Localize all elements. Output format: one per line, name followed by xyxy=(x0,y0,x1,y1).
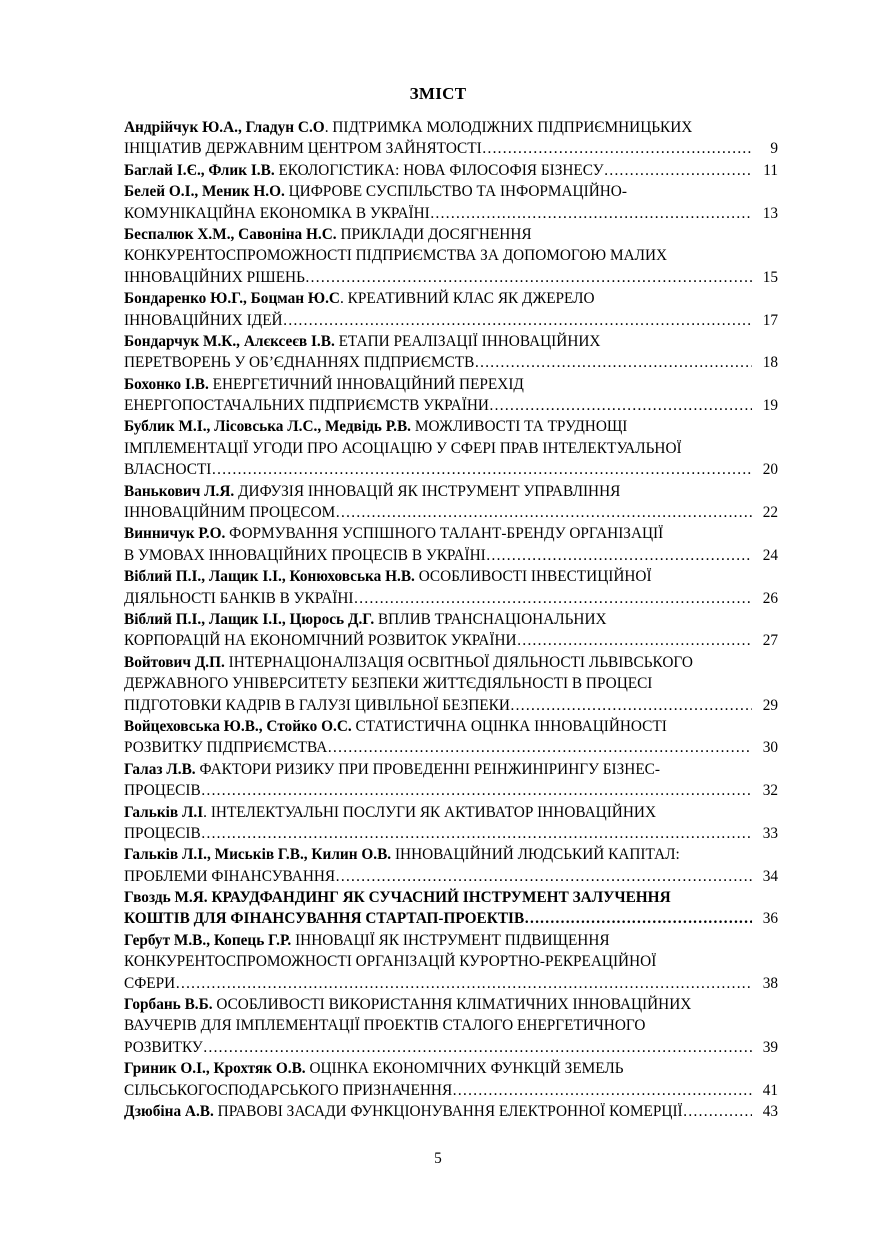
toc-title: . ПІДТРИМКА МОЛОДІЖНИХ ПІДПРИЄМНИЦЬКИХ xyxy=(324,119,693,136)
toc-line xyxy=(124,395,778,416)
toc-page-number: 24 xyxy=(762,546,778,564)
toc-authors: Бондарчук М.К., Алєксеєв І.В. xyxy=(124,332,335,350)
toc-page-number: 9 xyxy=(770,140,778,158)
toc-authors: Горбань В.Б. xyxy=(124,996,213,1014)
toc-line xyxy=(124,331,778,352)
toc-line xyxy=(124,310,778,331)
toc-line xyxy=(124,117,778,138)
toc-page-number: 43 xyxy=(762,1102,778,1120)
toc-authors: Бондаренко Ю.Г., Боцман Ю.С xyxy=(124,290,340,308)
toc-title: ОСОБЛИВОСТІ ВИКОРИСТАННЯ КЛІМАТИЧНИХ ІННОВАЦІЙНИХ xyxy=(212,996,692,1014)
toc-page-number: 18 xyxy=(762,354,778,372)
toc-line xyxy=(124,502,778,523)
toc-line xyxy=(124,630,778,651)
toc-authors: Гриник О.І., Крохтяк О.В. xyxy=(124,1060,306,1078)
toc-page-number: 26 xyxy=(762,589,778,607)
toc-entry[interactable] xyxy=(124,844,778,887)
toc-entry[interactable] xyxy=(124,930,778,994)
toc-line xyxy=(124,181,778,202)
toc-title: СТАТИСТИЧНА ОЦІНКА ІННОВАЦІЙНОСТІ xyxy=(351,717,667,735)
toc-page-number: 38 xyxy=(762,974,778,992)
toc-page-number: 27 xyxy=(762,632,778,650)
toc-line xyxy=(124,416,778,437)
toc-line xyxy=(124,160,778,181)
toc-line xyxy=(124,844,778,865)
toc-authors: Гербут М.В., Копець Г.Р. xyxy=(124,931,292,949)
toc-line xyxy=(124,288,778,309)
toc-line xyxy=(124,994,778,1015)
toc-entry[interactable] xyxy=(124,331,778,374)
toc-title: ІНТЕРНАЦІОНАЛІЗАЦІЯ ОСВІТНЬОЇ ДІЯЛЬНОСТІ ЛЬВІВСЬКОГО xyxy=(224,653,693,671)
toc-entry[interactable] xyxy=(124,1058,778,1101)
toc-title: ЕКОЛОГІСТИКА: НОВА ФІЛОСОФІЯ БІЗНЕСУ xyxy=(274,161,604,179)
toc-page-number: 39 xyxy=(762,1038,778,1056)
toc-title: ІНІЦІАТИВ ДЕРЖАВНИМ ЦЕНТРОМ ЗАЙНЯТОСТІ xyxy=(124,140,482,158)
toc-entry[interactable] xyxy=(124,1101,778,1122)
toc-page-number: 29 xyxy=(762,696,778,714)
toc-entry[interactable] xyxy=(124,181,778,224)
toc-page-number: 13 xyxy=(762,204,778,222)
toc-line xyxy=(124,545,778,566)
toc-title: КОНКУРЕНТОСПРОМОЖНОСТІ ОРГАНІЗАЦІЙ КУРОРТНО-РЕКРЕАЦІЙНОЇ xyxy=(124,953,657,971)
toc-line xyxy=(124,673,778,694)
toc-title: ОСОБЛИВОСТІ ІНВЕСТИЦІЙНОЇ xyxy=(414,568,652,586)
toc-title: ІННОВАЦІЙНИЙ ЛЮДСЬКИЙ КАПІТАЛ: xyxy=(391,846,680,864)
toc-authors: Гвоздь М.Я. xyxy=(124,889,208,907)
toc-title: ЕНЕРГОПОСТАЧАЛЬНИХ ПІДПРИЄМСТВ УКРАЇНИ xyxy=(124,397,489,415)
toc-entry[interactable] xyxy=(124,802,778,845)
toc-line xyxy=(124,759,778,780)
toc-title: СІЛЬСЬКОГОСПОДАРСЬКОГО ПРИЗНАЧЕННЯ xyxy=(124,1081,453,1099)
toc-authors: Галаз Л.В. xyxy=(124,760,196,778)
toc-line xyxy=(124,716,778,737)
toc-authors: Андрійчук Ю.А., Гладун С.О xyxy=(124,119,325,136)
toc-title: ІННОВАЦІЇ ЯК ІНСТРУМЕНТ ПІДВИЩЕННЯ xyxy=(291,931,610,949)
toc-line xyxy=(124,459,778,480)
toc-authors: Гальків Л.І xyxy=(124,803,204,821)
toc-title: ВАУЧЕРІВ ДЛЯ ІМПЛЕМЕНТАЦІЇ ПРОЕКТІВ СТАЛОГО ЕНЕРГЕТИЧНОГО xyxy=(124,1017,646,1035)
toc-page-number: 30 xyxy=(762,739,778,757)
toc-entry[interactable] xyxy=(124,160,778,181)
toc-title: ДІЯЛЬНОСТІ БАНКІВ В УКРАЇНІ xyxy=(124,589,354,607)
toc-title: ІННОВАЦІЙНИХ РІШЕНЬ xyxy=(124,268,305,286)
toc-title: ПРИКЛАДИ ДОСЯГНЕННЯ xyxy=(336,225,532,243)
toc-authors: Винничук Р.О. xyxy=(124,525,226,543)
toc-title: ОЦІНКА ЕКОНОМІЧНИХ ФУНКЦІЙ ЗЕМЕЛЬ xyxy=(305,1060,624,1078)
toc-entry[interactable] xyxy=(124,523,778,566)
toc-title: ЕТАПИ РЕАЛІЗАЦІЇ ІННОВАЦІЙНИХ xyxy=(334,332,601,350)
toc-line xyxy=(124,566,778,587)
toc-line xyxy=(124,523,778,544)
toc-authors: Бублик М.І., Лісовська Л.С., Медвідь Р.В. xyxy=(124,418,412,436)
toc-line xyxy=(124,203,778,224)
toc-line xyxy=(124,823,778,844)
toc-title: ЕНЕРГЕТИЧНИЙ ІННОВАЦІЙНИЙ ПЕРЕХІД xyxy=(208,375,524,393)
toc-line xyxy=(124,438,778,459)
toc-line xyxy=(124,737,778,758)
toc-line xyxy=(124,588,778,609)
toc-authors: Бохонко І.В. xyxy=(124,375,209,393)
toc-entry[interactable] xyxy=(124,374,778,417)
toc-line xyxy=(124,245,778,266)
toc-entry[interactable] xyxy=(124,652,778,716)
toc-title: РОЗВИТКУ ПІДПРИЄМСТВА xyxy=(124,739,328,757)
toc-entry[interactable] xyxy=(124,716,778,759)
toc-authors: Гальків Л.І., Миськів Г.В., Килин О.В. xyxy=(124,846,392,864)
toc-entry[interactable] xyxy=(124,566,778,609)
toc-page-number: 15 xyxy=(762,268,778,286)
toc-title: СФЕРИ xyxy=(124,974,176,992)
toc-entry[interactable] xyxy=(124,288,778,331)
toc-title: ДЕРЖАВНОГО УНІВЕРСИТЕТУ БЕЗПЕКИ ЖИТТЄДІЯЛЬНОСТІ В ПРОЦЕСІ xyxy=(124,675,653,693)
toc-entry[interactable] xyxy=(124,994,778,1058)
toc-title: ВЛАСНОСТІ xyxy=(124,461,212,479)
toc-title: КРАУДФАНДИНГ ЯК СУЧАСНИЙ ІНСТРУМЕНТ ЗАЛУЧЕННЯ xyxy=(207,889,671,907)
toc-authors: Беспалюк Х.М., Савоніна Н.С. xyxy=(124,225,337,243)
toc-line xyxy=(124,1037,778,1058)
toc-line xyxy=(124,138,778,159)
toc-authors: Ванькович Л.Я. xyxy=(124,482,235,500)
toc-line xyxy=(124,1015,778,1036)
toc-line xyxy=(124,374,778,395)
toc-title: РОЗВИТКУ xyxy=(124,1038,203,1056)
toc-line xyxy=(124,802,778,823)
toc-title: ПРОБЛЕМИ ФІНАНСУВАННЯ xyxy=(124,867,336,885)
toc-page-number: 22 xyxy=(762,504,778,522)
toc-line xyxy=(124,1058,778,1079)
toc-title: ІННОВАЦІЙНИХ ІДЕЙ xyxy=(124,311,283,329)
page-number: 5 xyxy=(434,1150,442,1167)
toc-page-number: 32 xyxy=(762,782,778,800)
toc-title: ПЕРЕТВОРЕНЬ У ОБ’ЄДНАННЯХ ПІДПРИЄМСТВ xyxy=(124,354,475,372)
toc-title: ДИФУЗІЯ ІННОВАЦІЙ ЯК ІНСТРУМЕНТ УПРАВЛІННЯ xyxy=(234,482,621,500)
toc-line xyxy=(124,866,778,887)
toc-page-number: 36 xyxy=(762,910,778,928)
toc-title: МОЖЛИВОСТІ ТА ТРУДНОЩІ xyxy=(411,418,628,436)
toc-title: ЦИФРОВЕ СУСПІЛЬСТВО ТА ІНФОРМАЦІЙНО- xyxy=(284,183,627,201)
toc-page-number: 41 xyxy=(762,1081,778,1099)
toc-page-number: 20 xyxy=(762,461,778,479)
toc-title: ПРАВОВІ ЗАСАДИ ФУНКЦІОНУВАННЯ ЕЛЕКТРОННОЇ КОМЕРЦІЇ xyxy=(213,1102,683,1120)
toc-title: КОРПОРАЦІЙ НА ЕКОНОМІЧНИЙ РОЗВИТОК УКРАЇНИ xyxy=(124,632,517,650)
toc-page-number: 33 xyxy=(762,824,778,842)
toc-line xyxy=(124,352,778,373)
toc-line xyxy=(124,951,778,972)
toc-title: ПРОЦЕСІВ xyxy=(124,824,201,842)
toc-authors: Войтович Д.П. xyxy=(124,653,225,671)
toc-title: КОМУНІКАЦІЙНА ЕКОНОМІКА В УКРАЇНІ xyxy=(124,204,430,222)
toc-line xyxy=(124,609,778,630)
toc-authors: Дзюбіна А.В. xyxy=(124,1102,214,1120)
toc-entry[interactable] xyxy=(124,416,778,480)
toc-title: . КРЕАТИВНИЙ КЛАС ЯК ДЖЕРЕЛО xyxy=(339,290,595,308)
toc-line xyxy=(124,973,778,994)
toc-title: ПРОЦЕСІВ xyxy=(124,782,201,800)
toc-page-number: 17 xyxy=(762,311,778,329)
toc-line xyxy=(124,652,778,673)
toc-line xyxy=(124,1101,778,1122)
toc-authors: Войцеховська Ю.В., Стойко О.С. xyxy=(124,717,352,735)
toc-page-number: 19 xyxy=(762,397,778,415)
toc-line xyxy=(124,224,778,245)
toc-title: КОШТІВ ДЛЯ ФІНАНСУВАННЯ СТАРТАП-ПРОЕКТІВ xyxy=(124,910,525,928)
toc-line xyxy=(124,887,778,908)
toc-title: ІМПЛЕМЕНТАЦІЇ УГОДИ ПРО АСОЦІАЦІЮ У СФЕРІ ПРАВ ІНТЕЛЕКТУАЛЬНОЇ xyxy=(124,439,682,457)
toc-page-number: 34 xyxy=(762,867,778,885)
toc-line xyxy=(124,930,778,951)
toc-title: ФАКТОРИ РИЗИКУ ПРИ ПРОВЕДЕННІ РЕІНЖИНІРИНГУ БІЗНЕС- xyxy=(195,760,660,778)
toc-line xyxy=(124,481,778,502)
toc-title: ВПЛИВ ТРАНСНАЦІОНАЛЬНИХ xyxy=(374,610,607,628)
toc-line xyxy=(124,1080,778,1101)
toc-entry[interactable] xyxy=(124,117,778,160)
toc-entry[interactable] xyxy=(124,481,778,524)
toc-entry[interactable] xyxy=(124,224,778,288)
toc-line xyxy=(124,908,778,929)
toc-entry[interactable] xyxy=(124,609,778,652)
toc-entry[interactable] xyxy=(124,759,778,802)
toc-title: КОНКУРЕНТОСПРОМОЖНОСТІ ПІДПРИЄМСТВА ЗА ДОПОМОГОЮ МАЛИХ xyxy=(124,247,668,265)
page-title: ЗМІСТ xyxy=(409,84,467,103)
toc-page-number: 11 xyxy=(763,161,778,179)
toc-title: ФОРМУВАННЯ УСПІШНОГО ТАЛАНТ-БРЕНДУ ОРГАНІЗАЦІЇ xyxy=(225,525,664,543)
toc-entry[interactable] xyxy=(124,887,778,930)
toc-line xyxy=(124,267,778,288)
toc-title: ПІДГОТОВКИ КАДРІВ В ГАЛУЗІ ЦИВІЛЬНОЇ БЕЗПЕКИ xyxy=(124,696,510,714)
toc-line xyxy=(124,695,778,716)
toc-title: В УМОВАХ ІННОВАЦІЙНИХ ПРОЦЕСІВ В УКРАЇНІ xyxy=(124,546,486,564)
toc-line xyxy=(124,780,778,801)
toc-title: . ІНТЕЛЕКТУАЛЬНІ ПОСЛУГИ ЯК АКТИВАТОР ІННОВАЦІЙНИХ xyxy=(203,803,656,821)
toc-title: ІННОВАЦІЙНИМ ПРОЦЕСОМ xyxy=(124,504,336,522)
table-of-contents xyxy=(124,117,778,1122)
toc-authors: Віблий П.І., Лащик І.І., Конюховська Н.В. xyxy=(124,568,415,586)
toc-authors: Віблий П.І., Лащик І.І., Цюрось Д.Г. xyxy=(124,610,375,628)
toc-authors: Белей О.І., Меник Н.О. xyxy=(124,183,285,201)
toc-authors: Баглай І.Є., Флик І.В. xyxy=(124,161,275,179)
